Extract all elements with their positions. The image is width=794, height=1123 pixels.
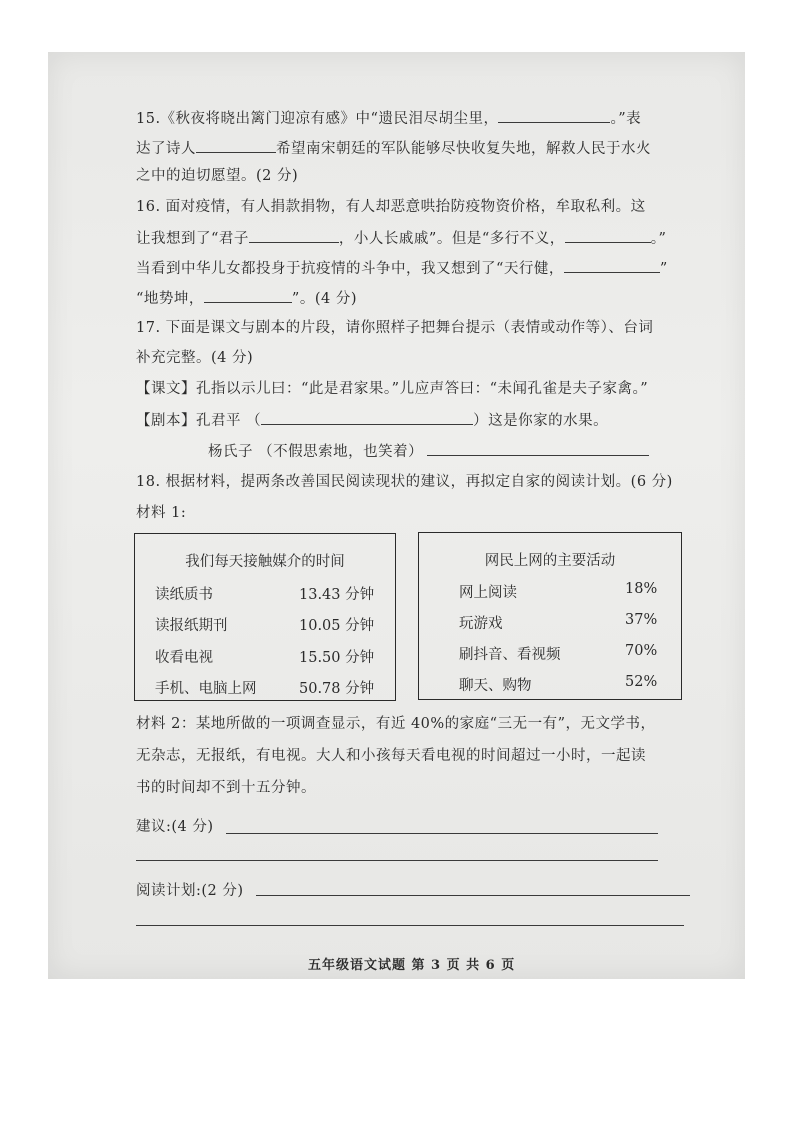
- q16-text-e: ”: [659, 261, 668, 277]
- q17-juben-a: 【剧本】孔君平 （: [136, 413, 262, 429]
- q16-blank-2[interactable]: [565, 228, 651, 243]
- q16-text-d: 当看到中华儿女都投身于抗疫情的斗争中，我又想到了“天行健，: [136, 261, 564, 277]
- q17-line1: 17. 下面是课文与剧本的片段，请你照样子把舞台提示（表情或动作等）、台词: [136, 320, 654, 336]
- material1-label: 材料 1:: [136, 505, 187, 521]
- table2-row-4-item: 聊天、购物: [459, 678, 532, 694]
- plan-answer-line-1[interactable]: [256, 895, 690, 896]
- q15-text-b: 。”表: [610, 111, 642, 127]
- q18-line1: 18. 根据材料，提两条改善国民阅读现状的建议，再拟定自家的阅读计划。(6 分): [136, 474, 673, 490]
- page-footer: 五年级语文试题 第 3 页 共 6 页: [308, 958, 516, 973]
- table1-row-3-value: 15.50 分钟: [299, 650, 375, 666]
- q15-blank-1[interactable]: [498, 108, 610, 123]
- q16-text-a: 让我想到了“君子: [136, 231, 249, 247]
- q15-line2: [136, 138, 651, 159]
- exam-page: [48, 52, 745, 979]
- table1-row-3-item: 收看电视: [155, 650, 213, 666]
- q15-text-d: 希望南宋朝廷的军队能够尽快收复失地，解救人民于水火: [276, 141, 651, 157]
- q16-line1: 16. 面对疫情，有人捐款捐物，有人却恶意哄抬防疫物资价格，牟取私利。这: [136, 199, 646, 215]
- q15-line3: 之中的迫切愿望。(2 分): [136, 168, 299, 184]
- table2-row-1-value: 18%: [625, 581, 658, 597]
- material2-line2: 无杂志，无报纸，有电视。大人和小孩每天看电视的时间超过一小时，一起读: [136, 748, 646, 764]
- suggestion-label: 建议:(4 分): [136, 819, 214, 835]
- q17-juben-b: ）这是你家的水果。: [473, 413, 609, 429]
- q16-blank-4[interactable]: [204, 288, 292, 303]
- q16-blank-3[interactable]: [564, 258, 660, 273]
- table2-row-2-value: 37%: [625, 612, 658, 628]
- q17-line2: 补充完整。(4 分): [136, 350, 254, 366]
- online-activity-table: [418, 532, 682, 700]
- table1-row-2-value: 10.05 分钟: [299, 618, 375, 634]
- q16-text-b: ，小人长戚戚”。但是“多行不义，: [338, 231, 565, 247]
- q16-line3: [136, 258, 668, 279]
- q17-blank-1[interactable]: [261, 410, 473, 425]
- q15-line1: [136, 108, 641, 129]
- table1-row-4-value: 50.78 分钟: [299, 681, 375, 697]
- table1-row-4-item: 手机、电脑上网: [155, 681, 257, 697]
- q17-kewen: 【课文】孔指以示儿曰：“此是君家果。”儿应声答曰：“未闻孔雀是夫子家禽。”: [136, 381, 649, 397]
- q16-text-g: ”。(4 分): [291, 291, 357, 307]
- media-time-table-title: 我们每天接触媒介的时间: [185, 554, 345, 570]
- material2-line1: 材料 2：某地所做的一项调查显示，有近 40%的家庭“三无一有”，无文学书，: [136, 716, 656, 732]
- table2-row-3-value: 70%: [625, 643, 658, 659]
- q16-line4: [136, 288, 357, 309]
- table2-row-2-item: 玩游戏: [459, 616, 503, 632]
- q16-text-c: 。”: [650, 231, 667, 247]
- suggestion-answer-line-2[interactable]: [136, 860, 658, 861]
- online-activity-table-title: 网民上网的主要活动: [484, 553, 616, 569]
- q15-text-c: 达了诗人: [136, 141, 196, 157]
- q17-yang-text: 杨氏子 （不假思索地，也笑着）: [208, 444, 424, 460]
- table2-row-3-item: 刷抖音、看视频: [459, 647, 561, 663]
- table2-row-4-value: 52%: [625, 674, 658, 690]
- table2-row-1-item: 网上阅读: [459, 585, 517, 601]
- plan-answer-line-2[interactable]: [136, 925, 684, 926]
- plan-label: 阅读计划:(2 分): [136, 883, 244, 899]
- q16-blank-1[interactable]: [249, 228, 339, 243]
- q15-blank-2[interactable]: [196, 138, 276, 153]
- table1-row-2-item: 读报纸期刊: [155, 618, 228, 634]
- material2-line3: 书的时间却不到十五分钟。: [136, 780, 316, 796]
- suggestion-answer-line-1[interactable]: [226, 833, 658, 834]
- q16-text-f: “地势坤，: [136, 291, 204, 307]
- q15-text-a: 15.《秋夜将晓出篱门迎凉有感》中“遗民泪尽胡尘里，: [136, 111, 499, 127]
- q16-line2: [136, 228, 666, 249]
- table1-row-1-item: 读纸质书: [155, 587, 213, 603]
- table1-row-1-value: 13.43 分钟: [299, 587, 375, 603]
- media-time-table: [134, 533, 396, 701]
- q17-blank-2[interactable]: [427, 441, 649, 456]
- q17-yang: [208, 441, 649, 462]
- q17-juben: [136, 410, 608, 431]
